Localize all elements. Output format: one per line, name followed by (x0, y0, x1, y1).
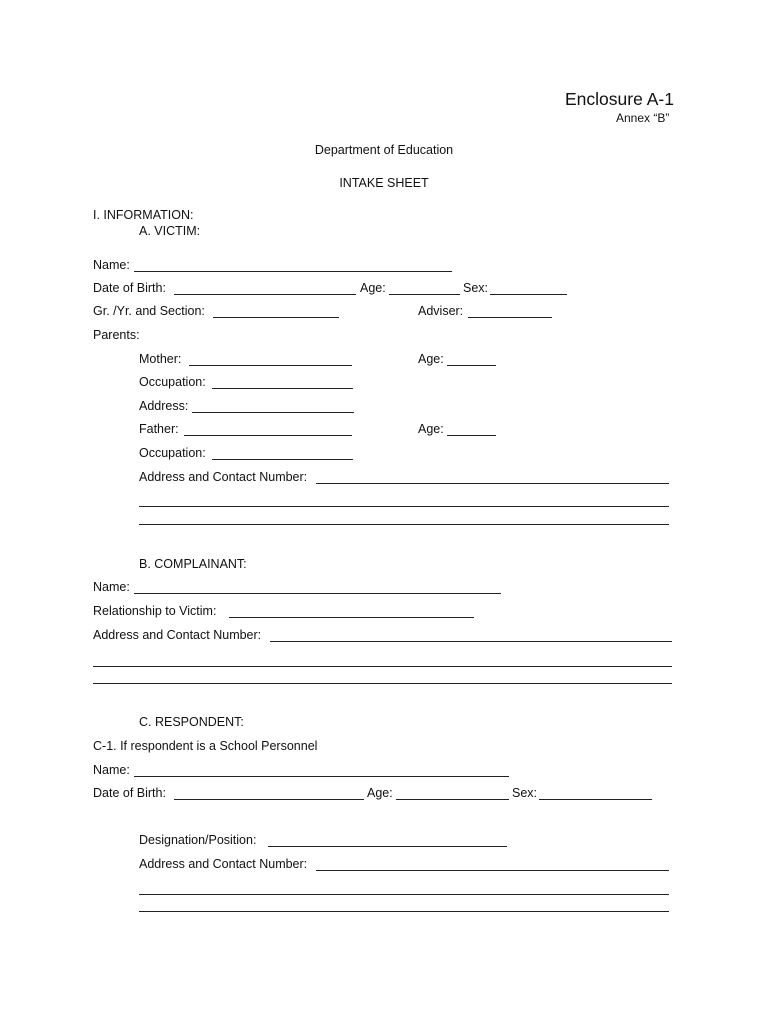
father-occupation-label: Occupation: (139, 446, 210, 460)
complainant-address-contact-line-2[interactable] (93, 666, 672, 667)
mother-occupation-label: Occupation: (139, 375, 210, 389)
father-label: Father: (139, 422, 183, 436)
parents-address-contact-line-3[interactable] (139, 524, 669, 525)
mother-label: Mother: (139, 352, 185, 366)
complainant-heading: B. COMPLAINANT: (139, 557, 247, 571)
victim-grade-field[interactable] (213, 317, 339, 318)
respondent-name-label: Name: (93, 763, 134, 777)
respondent-heading: C. RESPONDENT: (139, 715, 244, 729)
parents-address-contact-field[interactable] (316, 483, 669, 484)
respondent-dob-field[interactable] (174, 799, 364, 800)
mother-age-label: Age: (418, 352, 448, 366)
respondent-age-label: Age: (367, 786, 397, 800)
respondent-dob-label: Date of Birth: (93, 786, 170, 800)
parents-address-contact-line-2[interactable] (139, 506, 669, 507)
complainant-name-label: Name: (93, 580, 134, 594)
parents-address-contact-label: Address and Contact Number: (139, 470, 311, 484)
victim-grade-label: Gr. /Yr. and Section: (93, 304, 209, 318)
victim-dob-field[interactable] (174, 294, 356, 295)
respondent-designation-field[interactable] (268, 846, 507, 847)
respondent-sex-field[interactable] (539, 799, 652, 800)
mother-address-field[interactable] (192, 412, 354, 413)
complainant-address-contact-label: Address and Contact Number: (93, 628, 265, 642)
enclosure-label: Enclosure A-1 (565, 89, 674, 109)
victim-name-label: Name: (93, 258, 134, 272)
father-occupation-field[interactable] (212, 459, 353, 460)
victim-adviser-label: Adviser: (418, 304, 467, 318)
respondent-sex-label: Sex: (512, 786, 541, 800)
victim-dob-label: Date of Birth: (93, 281, 170, 295)
mother-address-label: Address: (139, 399, 192, 413)
respondent-address-contact-line-2[interactable] (139, 894, 669, 895)
mother-occupation-field[interactable] (212, 388, 353, 389)
respondent-address-contact-field[interactable] (316, 870, 669, 871)
respondent-designation-label: Designation/Position: (139, 833, 260, 847)
complainant-name-field[interactable] (134, 593, 501, 594)
form-title: INTAKE SHEET (339, 176, 429, 190)
victim-age-field[interactable] (389, 294, 460, 295)
mother-age-field[interactable] (447, 365, 496, 366)
victim-sex-field[interactable] (490, 294, 567, 295)
complainant-address-contact-line-3[interactable] (93, 683, 672, 684)
respondent-name-field[interactable] (134, 776, 509, 777)
complainant-relationship-label: Relationship to Victim: (93, 604, 220, 618)
section-information-heading: I. INFORMATION: (93, 208, 194, 222)
complainant-relationship-field[interactable] (229, 617, 474, 618)
victim-age-label: Age: (360, 281, 390, 295)
respondent-subheading: C-1. If respondent is a School Personnel (93, 739, 318, 753)
father-name-field[interactable] (184, 435, 352, 436)
annex-label: Annex “B” (616, 111, 670, 125)
parents-label: Parents: (93, 328, 140, 342)
respondent-age-field[interactable] (396, 799, 509, 800)
victim-adviser-field[interactable] (468, 317, 552, 318)
victim-heading: A. VICTIM: (139, 224, 201, 238)
respondent-address-contact-label: Address and Contact Number: (139, 857, 311, 871)
victim-sex-label: Sex: (463, 281, 492, 295)
father-age-field[interactable] (447, 435, 496, 436)
complainant-address-contact-field[interactable] (270, 641, 672, 642)
department-title: Department of Education (314, 143, 454, 157)
father-age-label: Age: (418, 422, 448, 436)
respondent-address-contact-line-3[interactable] (139, 911, 669, 912)
victim-name-field[interactable] (134, 271, 452, 272)
mother-name-field[interactable] (189, 365, 352, 366)
